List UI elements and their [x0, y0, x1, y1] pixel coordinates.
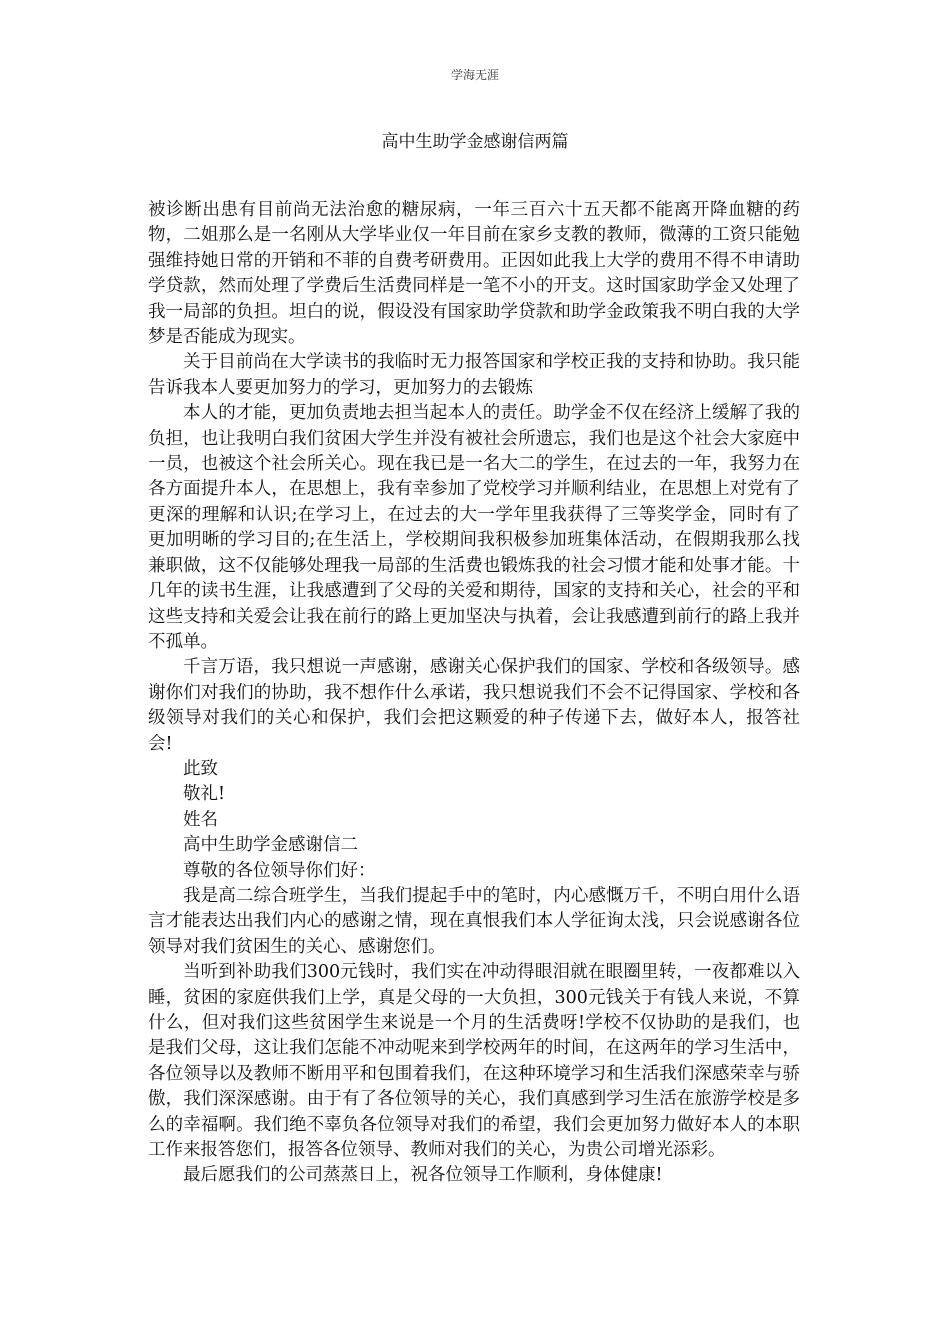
paragraph: 最后愿我们的公司蒸蒸日上，祝各位领导工作顺利，身体健康!	[183, 1165, 663, 1186]
closing-salute: 敬礼!	[183, 784, 226, 805]
closing-line: 此致	[183, 758, 218, 779]
signature-name: 姓名	[183, 809, 218, 830]
salutation: 尊敬的各位领导你们好：	[183, 860, 376, 881]
page-header-note: 学海无涯	[450, 68, 499, 82]
paragraph: 当听到补助我们300元钱时，我们实在冲动得眼泪就在眼圈里转，一夜都难以入睡，贫困的家庭供我们上学，真是父母的一大负担，300元钱关于有钱人来说，不算什么，但对我们这些贫困学生来说是一个月的生活费呀!学校不仅协助的是我们，也是我们父母，这让我们怎能不冲动呢来到学校两年的时间，在这两年的学习生活中，各位领导以及教师不断用平和包围着我们，在这种环境学习和生活我们深感荣幸与骄傲，我们深深感谢。由于有了各位领导的关心，我们真感到学习生活在旅游学校是多么的幸福啊。我们绝不辜负各位领导对我们的希望，我们会更加努力做好本人的本职工作来报答您们，报答各位领导、教师对我们的关心，为贵公司增光添彩。	[148, 962, 800, 1161]
paragraph: 我是高二综合班学生，当我们提起手中的笔时，内心感慨万千，不明白用什么语言才能表达出我们内心的感谢之情，现在真恨我们本人学征询太浅，只会说感谢各位领导对我们贫困生的关心、感谢您们。	[148, 885, 800, 957]
paragraph: 本人的才能，更加负责地去担当起本人的责任。助学金不仅在经济上缓解了我的负担，也让我明白我们贫困大学生并没有被社会所遗忘，我们也是这个社会大家庭中一员，也被这个社会所关心。现在我已是一名大二的学生，在过去的一年，我努力在各方面提升本人，在思想上，我有幸参加了党校学习并顺利结业，在思想上对党有了更深的理解和认识;在学习上，在过去的大一学年里我获得了三等奖学金，同时有了更加明晰的学习目的;在生活上，学校期间我积极参加班集体活动，在假期我那么找兼职做，这不仅能够处理我一局部的生活费也锻炼我的社会习惯才能和处事才能。十几年的读书生涯，让我感遭到了父母的关爱和期待，国家的支持和关心，社会的平和这些支持和关爱会让我在前行的路上更加坚决与执着，会让我感遭到前行的路上我并不孤单。	[148, 403, 800, 652]
paragraph: 关于目前尚在大学读书的我临时无力报答国家和学校正我的支持和协助。我只能告诉我本人要更加努力的学习，更加努力的去锻炼	[148, 352, 800, 398]
document-body	[148, 198, 800, 1189]
paragraph: 千言万语，我只想说一声感谢，感谢关心保护我们的国家、学校和各级领导。感谢你们对我们的协助，我不想作什么承诺，我只想说我们不会不记得国家、学校和各级领导对我们的关心和保护，我们会把这颗爱的种子传递下去，做好本人，报答社会!	[148, 657, 800, 754]
paragraph: 被诊断出患有目前尚无法治愈的糖尿病，一年三百六十五天都不能离开降血糖的药物，二姐那么是一名刚从大学毕业仅一年目前在家乡支教的教师，微薄的工资只能勉强维持她日常的开销和不菲的自费考研费用。正因如此我上大学的费用不得不申请助学贷款，然而处理了学费后生活费同样是一笔不小的开支。这时国家助学金又处理了我一局部的负担。坦白的说，假设没有国家助学贷款和助学金政策我不明白我的大学梦是否能成为现实。	[148, 200, 800, 348]
document-title: 高中生助学金感谢信两篇	[381, 132, 569, 152]
second-letter-title: 高中生助学金感谢信二	[183, 835, 358, 856]
